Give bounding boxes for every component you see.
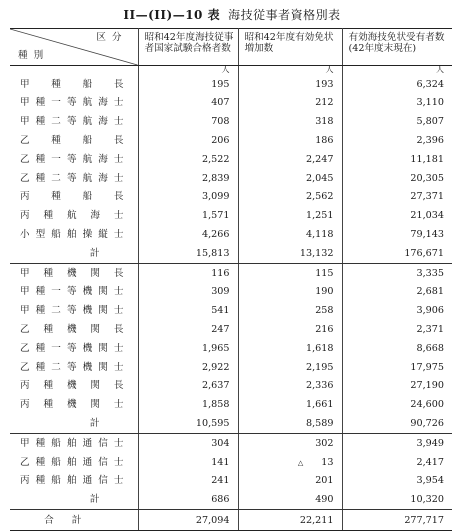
subtotal-passed: 15,813	[138, 244, 238, 263]
holders-count: 17,975	[410, 361, 444, 373]
corner-bottom-label: 種別	[18, 50, 50, 62]
table-row	[10, 225, 452, 244]
increase-count: 4,118	[238, 225, 342, 244]
table-body	[10, 66, 452, 531]
increase-count: 258	[238, 302, 342, 321]
row-label: 乙種一等機関士	[10, 339, 138, 358]
increase-count: 1,251	[238, 207, 342, 226]
passed-count: 1,965	[138, 339, 238, 358]
row-label: 甲種二等機関士	[10, 302, 138, 321]
subtotal-holders: 176,671	[342, 244, 452, 263]
col-header-passed: 昭和42年度海技従事者国家試験合格者数	[138, 29, 238, 66]
col-header-increase: 昭和42年度有効免状増加数	[238, 29, 342, 66]
subtotal-passed: 686	[138, 491, 238, 510]
row-label: 甲種船舶通信士	[10, 434, 138, 453]
increase-count: 1,618	[238, 339, 342, 358]
passed-count: 2,522	[138, 150, 238, 169]
table-row	[10, 263, 452, 282]
row-label: 丙種船長	[10, 188, 138, 207]
subtotal-label: 計	[10, 244, 138, 263]
increase-count: 193	[238, 75, 342, 94]
grand-total-passed: 27,094	[138, 510, 238, 531]
subtotal-increase: 490	[238, 491, 342, 510]
table-title	[0, 6, 464, 23]
passed-count: 1,858	[138, 396, 238, 415]
increase-count: 216	[238, 320, 342, 339]
subtotal-label: 計	[10, 414, 138, 433]
increase-count: 115	[238, 263, 342, 282]
row-label: 乙種船舶通信士	[10, 453, 138, 472]
grand-total-label: 合計	[10, 510, 138, 531]
table-row	[10, 472, 452, 491]
table-row	[10, 94, 452, 113]
passed-count: 2,839	[138, 169, 238, 188]
holders-count: 20,305	[410, 172, 444, 184]
holders-count: 79,143	[410, 228, 444, 240]
passed-count: 4,266	[138, 225, 238, 244]
table-row	[10, 188, 452, 207]
table-row	[10, 302, 452, 321]
grand-total-increase: 22,211	[238, 510, 342, 531]
passed-count: 2,637	[138, 377, 238, 396]
passed-count: 241	[138, 472, 238, 491]
holders-count: 3,949	[416, 437, 444, 449]
table-row	[10, 113, 452, 132]
unit-row	[10, 66, 452, 76]
passed-count: 309	[138, 283, 238, 302]
row-label: 乙種船長	[10, 131, 138, 150]
row-label: 甲種一等航海士	[10, 94, 138, 113]
grand-total-holders: 277,717	[342, 510, 452, 531]
increase-count	[238, 453, 342, 472]
subtotal-row	[10, 244, 452, 263]
holders-count: 27,371	[410, 191, 444, 203]
increase-count: 2,336	[238, 377, 342, 396]
table-row	[10, 434, 452, 453]
holders-count: 3,110	[416, 97, 444, 109]
table-row	[10, 453, 452, 472]
holders-count: 8,668	[416, 342, 444, 354]
holders-count: 5,807	[416, 116, 444, 128]
table-row	[10, 339, 452, 358]
unit-increase: 人	[238, 66, 342, 76]
passed-count: 116	[138, 263, 238, 282]
subtotal-row	[10, 414, 452, 433]
passed-count: 304	[138, 434, 238, 453]
passed-count: 195	[138, 75, 238, 94]
table-row	[10, 131, 452, 150]
corner-top-label: 区分	[96, 32, 128, 43]
subtotal-passed: 10,595	[138, 414, 238, 433]
row-label: 小型船舶操縦士	[10, 225, 138, 244]
subtotal-label: 計	[10, 491, 138, 510]
grand-total-row	[10, 510, 452, 531]
passed-count: 2,922	[138, 358, 238, 377]
increase-count: 318	[238, 113, 342, 132]
table-row	[10, 396, 452, 415]
row-label: 丙種航海士	[10, 207, 138, 226]
subtotal-increase: 13,132	[238, 244, 342, 263]
increase-count: 2,195	[238, 358, 342, 377]
row-label: 乙種二等機関士	[10, 358, 138, 377]
increase-count: 1,661	[238, 396, 342, 415]
increase-count: 212	[238, 94, 342, 113]
row-label: 甲種船長	[10, 75, 138, 94]
row-label: 乙種二等航海士	[10, 169, 138, 188]
table-row	[10, 207, 452, 226]
increase-count: 186	[238, 131, 342, 150]
col-header-holders: 有効海技免状受有者数(42年度末現在)	[342, 29, 452, 66]
unit-holders: 人	[436, 65, 444, 74]
row-label: 乙種機関長	[10, 320, 138, 339]
table-row	[10, 169, 452, 188]
table-row	[10, 150, 452, 169]
passed-count: 541	[138, 302, 238, 321]
row-label: 甲種機関長	[10, 263, 138, 282]
subtotal-increase: 8,589	[238, 414, 342, 433]
subtotal-row	[10, 491, 452, 510]
holders-count: 2,396	[416, 134, 444, 146]
table-row	[10, 358, 452, 377]
passed-count: 3,099	[138, 188, 238, 207]
table-row	[10, 377, 452, 396]
qualification-table	[10, 28, 452, 531]
table-row	[10, 75, 452, 94]
increase-count: 2,562	[238, 188, 342, 207]
holders-count: 2,371	[416, 323, 444, 335]
increase-count: 302	[238, 434, 342, 453]
subtotal-holders: 10,320	[342, 491, 452, 510]
row-label: 甲種二等航海士	[10, 113, 138, 132]
row-label: 甲種一等機関士	[10, 283, 138, 302]
negative-mark: △	[297, 458, 304, 467]
unit-label-cell	[10, 66, 138, 76]
passed-count: 708	[138, 113, 238, 132]
passed-count: 407	[138, 94, 238, 113]
holders-count: 2,417	[416, 456, 444, 468]
passed-count: 141	[138, 453, 238, 472]
holders-count: 3,335	[416, 267, 444, 279]
table-row	[10, 283, 452, 302]
holders-count: 2,681	[416, 286, 444, 298]
holders-count: 3,954	[416, 475, 444, 487]
passed-count: 247	[138, 320, 238, 339]
holders-count: 11,181	[410, 153, 444, 165]
holders-count: 24,600	[410, 399, 444, 411]
unit-passed: 人	[138, 66, 238, 76]
row-label: 丙種機関長	[10, 377, 138, 396]
corner-header	[10, 29, 138, 66]
table-caption: 海技従事者資格別表	[228, 8, 341, 22]
holders-count: 6,324	[416, 78, 444, 90]
holders-count: 21,034	[410, 210, 444, 222]
holders-count: 27,190	[410, 380, 444, 392]
table-number: II—(II)—10 表	[123, 8, 221, 22]
cell-value: 13	[321, 456, 334, 468]
row-label: 乙種一等航海士	[10, 150, 138, 169]
passed-count: 1,571	[138, 207, 238, 226]
header-row	[10, 29, 452, 66]
passed-count: 206	[138, 131, 238, 150]
holders-count: 3,906	[416, 305, 444, 317]
row-label: 丙種船舶通信士	[10, 472, 138, 491]
subtotal-holders: 90,726	[342, 414, 452, 433]
table-row	[10, 320, 452, 339]
increase-count: 190	[238, 283, 342, 302]
row-label: 丙種機関士	[10, 396, 138, 415]
increase-count: 201	[238, 472, 342, 491]
increase-count: 2,247	[238, 150, 342, 169]
increase-count: 2,045	[238, 169, 342, 188]
